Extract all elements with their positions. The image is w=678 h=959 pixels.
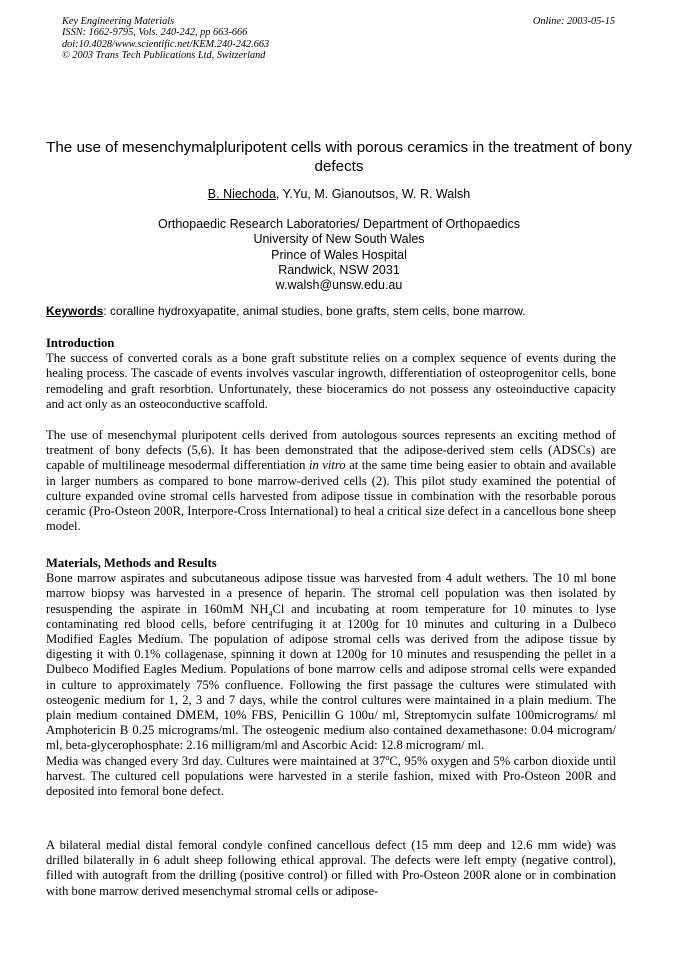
journal-name: Key Engineering Materials (62, 16, 175, 27)
methods-p1-part-b: Cl and incubating at room temperature for 10 minutes to lyse contaminating red blood cells, before centrifuging it at 1200g for 10 minutes and culturing in a Dulbeco Modified Eagles Medium. The population of adipose stromal cells was derived from the adipose tissue by digesting it with 0.1% collagenase, spinning it down at 1200g for 10 minutes and resuspending the pellet in a Dulbeco Modified Eagles Medium. Populations of bone marrow cells and adipose stromal cells were expanded in culture to approximately 75% confluence. Following the first passage the cultures were stimulated with osteogenic medium for 1, 2, 3 and 7 days, while the control cultures were maintained in a plain medium. The plain medium contained DMEM, 10% FBS, Penicillin G 100u/ ml, Streptomycin sulfate 100micrograms/ ml Amphotericin B 0.25 micrograms/ml. The osteogenic medium also contained dexamethasone: 0.04 microgram/ ml, beta-glycerophosphate: 2.16 milligram/ml and Ascorbic Acid: 12.8 microgram/ ml. (46, 601, 616, 753)
intro-p2-italic: in vitro (308, 458, 346, 473)
affiliation-university: University of New South Wales (253, 232, 425, 247)
keywords-text: coralline hydroxyapatite, animal studies, bone grafts, stem cells, bone marrow. (106, 304, 526, 318)
methods-paragraph-3 (46, 838, 616, 899)
author-list (40, 187, 638, 202)
intro-p2-part-b: at the same time being easier to obtain and available in larger numbers as compared to bone marrow-derived cells (2). This pilot study examined the potential of culture expanded ovine stromal cells harvested from adipose tissue in combination with the resorbable porous ceramic (Pro-Osteon 200R, Interpore-Cross International) to heal a critical size defect in a cancellous bone sheep model. (46, 458, 616, 534)
methods-p1-part-a: Bone marrow aspirates and subcutaneous adipose tissue was harvested from 4 adult wethers. The 10 ml bone marrow biopsy was harvested in a presence of heparin. The stromal cell population was then isolated by resuspending the aspirate in 160mM NH (46, 571, 616, 616)
methods-heading: Materials, Methods and Results (46, 556, 217, 570)
journal-copyright: © 2003 Trans Tech Publications Ltd, Switzerland (62, 49, 266, 61)
introduction-paragraph-1: The success of converted corals as a bone graft substitute relies on a complex sequence of events during the healing process. The cascade of events involves vascular ingrowth, differentiation of osteoprogenitor cells, bone remodeling and graft resorbtion. Unfortunately, these bioceramics do not possess any osteoinductive capacity and act only as an osteoconductive scaffold. (46, 351, 616, 411)
journal-header (62, 16, 269, 61)
methods-section (46, 556, 616, 799)
methods-p3-text: A bilateral medial distal femoral condyle confined cancellous defect (15 mm deep and 12.6 mm wide) was drilled bilaterally in 6 adult sheep following ethical approval. The defects were left empty (negative control), filled with autograft from the drilling (positive control) or filled with Pro-Osteon 200R alone or in combination with bone marrow derived mesenchymal stromal cells or adipose- (46, 838, 616, 898)
paper-title: The use of mesenchymalpluripotent cells with porous ceramics in the treatment of bony defects (46, 139, 632, 175)
affiliation-hospital: Prince of Wales Hospital (271, 247, 407, 262)
introduction-heading: Introduction (46, 336, 115, 350)
co-authors: , Y.Yu, M. Gianoutsos, W. R. Walsh (275, 187, 471, 201)
affiliation-email: w.walsh@unsw.edu.au (275, 278, 403, 293)
affiliation-block (40, 217, 638, 293)
introduction-section (46, 336, 616, 412)
keywords-label: Keywords (46, 304, 104, 318)
keywords-colon: : (103, 304, 107, 318)
methods-p2-part-b: C, 95% oxygen and 5% carbon dioxide until harvest. The cultured cell populations were harvested in a sterile fashion, mixed with Pro-Osteon 200R and deposited into femoral bone defect. (46, 753, 616, 799)
online-date: Online: 2003-05-15 (532, 16, 615, 27)
keywords-line (46, 304, 636, 319)
methods-p2-part-a: Media was changed every 3rd day. Cultures were maintained at 37 (46, 753, 386, 768)
corresponding-author: B. Niechoda (207, 187, 276, 201)
methods-paragraph-1 (46, 571, 616, 753)
affiliation-department: Orthopaedic Research Laboratories/ Department of Orthopaedics (158, 217, 520, 231)
journal-doi: doi:10.4028/www.scientific.net/KEM.240-242.663 (62, 38, 270, 50)
methods-paragraph-2 (46, 754, 616, 800)
affiliation-location: Randwick, NSW 2031 (278, 262, 400, 277)
journal-issn: ISSN: 1662-9795, Vols. 240-242, pp 663-666 (62, 27, 248, 39)
methods-p2-superscript: o (385, 752, 390, 762)
intro-p2-part-a: The use of mesenchymal pluripotent cells derived from autologous sources represents an exciting method of treatment of bony defects (5,6). It has been demonstrated that the adipose-derived stem cells (ADSCs) are capable of multilineage mesodermal differentiation (46, 428, 616, 473)
introduction-paragraph-2 (46, 428, 616, 534)
methods-p1-subscript: 4 (268, 609, 273, 619)
